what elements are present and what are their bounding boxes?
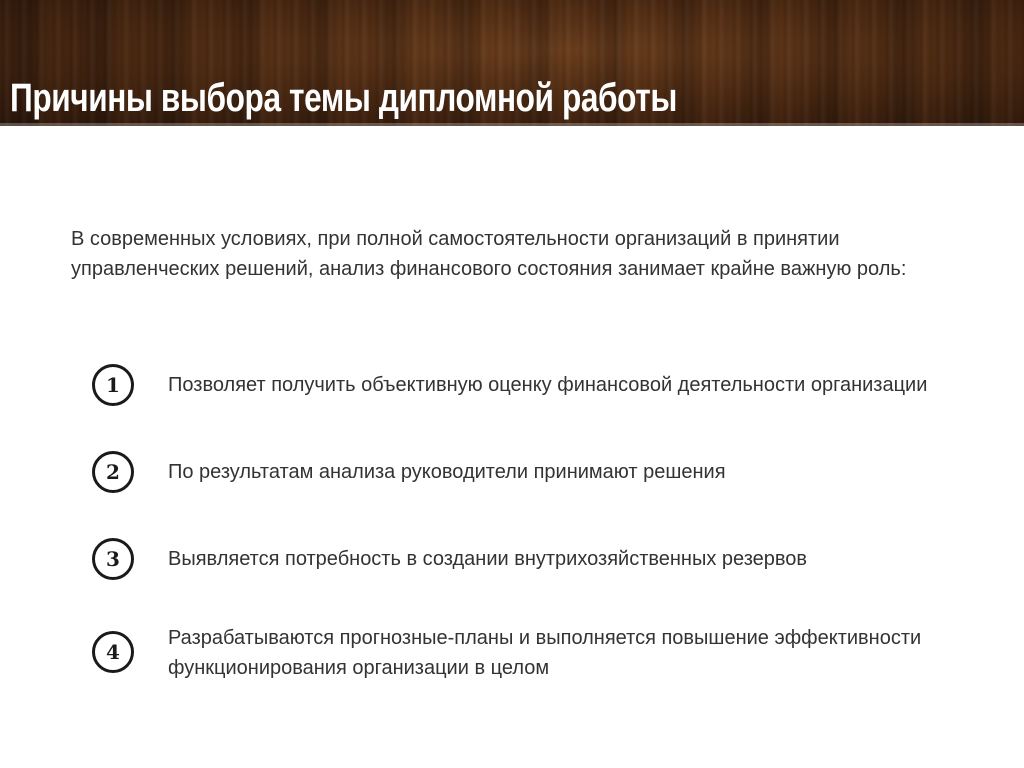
number-badge-3: 3 (92, 538, 134, 580)
slide-title: Причины выбора темы дипломной работы (10, 76, 677, 120)
intro-paragraph: В современных условиях, при полной самостоятельности организаций в принятии управленческих решений, анализ финансового состояния занимает крайне важную роль: (71, 228, 907, 280)
reason-text-1: Позволяет получить объективную оценку финансовой деятельности организации (168, 374, 928, 396)
reason-text-3: Выявляется потребность в создании внутрихозяйственных резервов (168, 548, 808, 570)
number-badge-1: 1 (92, 364, 134, 406)
reason-text-4: Разрабатываются прогнозные-планы и выполняется повышение эффективности функционирования организации в целом (168, 627, 922, 679)
reason-text-2: По результатам анализа руководители принимают решения (168, 461, 726, 483)
number-badge-4: 4 (92, 631, 134, 673)
header-banner (0, 0, 1024, 126)
number-badge-2: 2 (92, 451, 134, 493)
